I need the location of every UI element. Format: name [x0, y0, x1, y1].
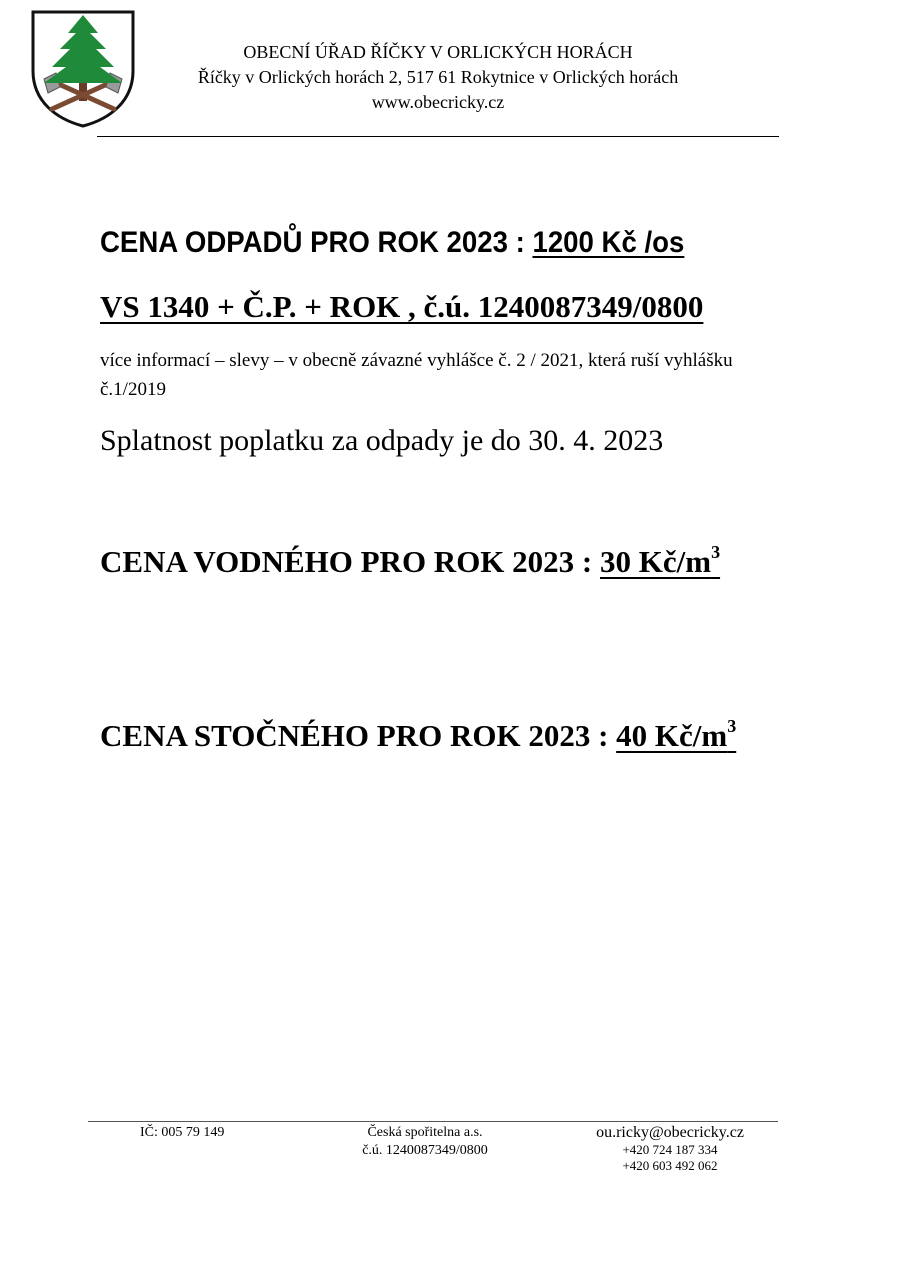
- letterhead: [140, 40, 736, 115]
- payment-reference: VS 1340 + Č.P. + ROK , č.ú. 1240087349/0800: [100, 289, 704, 324]
- footer-ic: IČ: 005 79 149: [140, 1125, 225, 1140]
- sewer-price-label: CENA STOČNÉHO PRO ROK 2023 :: [100, 718, 617, 753]
- water-price-label: CENA VODNÉHO PRO ROK 2023 :: [100, 544, 600, 579]
- footer-divider: [88, 1121, 778, 1122]
- office-address: Říčky v Orlických horách 2, 517 61 Rokytnice v Orlických horách: [197, 67, 679, 87]
- contact-phone-2: +420 603 492 062: [622, 1158, 718, 1173]
- header-divider: [97, 136, 779, 137]
- bank-name: Česká spořitelna a.s.: [367, 1125, 483, 1140]
- office-name: OBECNÍ ÚŘAD ŘÍČKY V ORLICKÝCH HORÁCH: [243, 42, 633, 62]
- footer-bank: [340, 1124, 510, 1160]
- waste-price-label: CENA ODPADŮ PRO ROK 2023 :: [100, 226, 533, 259]
- bank-account: č.ú. 1240087349/0800: [362, 1143, 488, 1158]
- water-price-value: 30 $Kč/m^3$: [600, 542, 721, 579]
- water-price-heading: [100, 542, 720, 580]
- contact-email[interactable]: ou.ricky@obecricky.cz: [596, 1124, 744, 1141]
- contact-phone-1: +420 724 187 334: [622, 1142, 718, 1157]
- waste-price-value: 1200 Kč /os: [532, 226, 685, 259]
- waste-info-text: více informací – slevy – v obecně závazné vyhlášce č. 2 / 2021, která ruší vyhlášku č.1/2019: [100, 350, 733, 400]
- office-website: www.obecricky.cz: [371, 92, 505, 112]
- waste-price-heading: [100, 226, 684, 260]
- waste-due-date: Splatnost poplatku za odpady je do 30. 4. 2023: [100, 424, 664, 457]
- coat-of-arms-logo: [30, 9, 136, 129]
- sewer-price-value: 40 $Kč/m^3$: [616, 716, 737, 753]
- sewer-price-heading: [100, 716, 736, 754]
- footer-contact: [585, 1124, 755, 1174]
